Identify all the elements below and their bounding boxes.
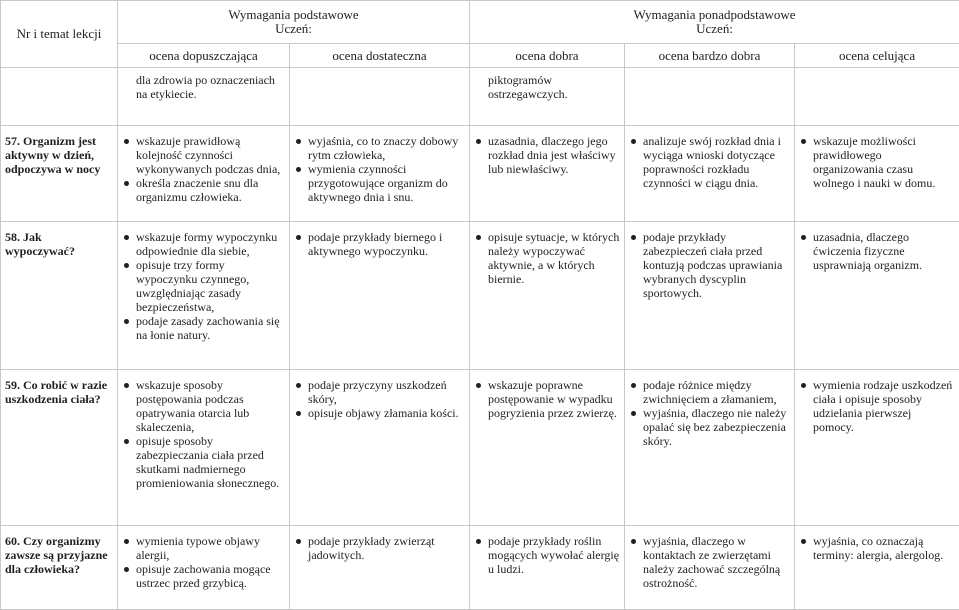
requirement-cell	[290, 222, 470, 370]
requirement-list	[294, 230, 465, 258]
requirement-cell	[118, 126, 290, 222]
header-advanced-requirements	[470, 1, 959, 44]
requirement-list	[474, 534, 620, 576]
requirement-list	[122, 534, 285, 590]
requirement-list	[122, 230, 285, 342]
table-row	[1, 126, 959, 222]
table-row	[1, 222, 959, 370]
requirement-item: określa znaczenie snu dla organizmu człowieka.	[122, 176, 285, 204]
lesson-topic: 58. Jak wypoczywać?	[1, 222, 118, 370]
requirement-cell	[118, 526, 290, 610]
requirement-cell	[795, 526, 959, 610]
requirement-cell	[625, 222, 795, 370]
requirement-list	[799, 378, 955, 434]
requirement-list	[294, 378, 465, 420]
requirement-item: podaje przykłady zabezpieczeń ciała przed kontuzją podczas uprawiania wybranych dyscyplin sportowych.	[629, 230, 790, 300]
requirement-list	[629, 534, 790, 590]
requirement-list	[294, 134, 465, 204]
requirement-item: wymienia typowe objawy alergii,	[122, 534, 285, 562]
lesson-topic: 59. Co robić w razie uszkodzenia ciała?	[1, 370, 118, 526]
requirement-list	[799, 134, 955, 190]
requirement-cell	[118, 222, 290, 370]
requirement-cell	[118, 370, 290, 526]
requirement-item: opisuje trzy formy wypoczynku czynnego, uwzględniając zasady bezpieczeństwa,	[122, 258, 285, 314]
requirement-list	[629, 378, 790, 448]
requirement-list	[799, 230, 955, 272]
requirement-list	[629, 134, 790, 190]
header-basic-title: Wymagania podstawowe	[122, 8, 465, 22]
header-row-groups	[1, 1, 959, 44]
grade-header: ocena bardzo dobra	[625, 44, 795, 68]
table-row	[1, 526, 959, 610]
table-row	[1, 370, 959, 526]
requirement-item: opisuje objawy złamania kości.	[294, 406, 465, 420]
requirement-item: opisuje zachowania mogące ustrzec przed grzybicą.	[122, 562, 285, 590]
requirement-item: wymienia czynności przygotowujące organizm do aktywnego dnia i snu.	[294, 162, 465, 204]
requirement-cell	[470, 126, 625, 222]
requirement-cell	[290, 68, 470, 126]
requirement-item: wskazuje możliwości prawidłowego organizowania czasu wolnego i nauki w domu.	[799, 134, 955, 190]
lesson-topic: 60. Czy organizmy zawsze są przyjazne dla człowieka?	[1, 526, 118, 610]
requirement-cell	[470, 222, 625, 370]
requirement-item: podaje przyczyny uszkodzeń skóry,	[294, 378, 465, 406]
requirement-item: wskazuje sposoby postępowania podczas opatrywania otarcia lub skaleczenia,	[122, 378, 285, 434]
header-row-grades	[1, 44, 959, 68]
lesson-topic: 57. Organizm jest aktywny w dzień, odpoczywa w nocy	[1, 126, 118, 222]
lesson-topic	[1, 68, 118, 126]
header-basic-requirements	[118, 1, 470, 44]
requirement-item: wskazuje poprawne postępowanie w wypadku pogryzienia przez zwierzę.	[474, 378, 620, 420]
requirement-cell	[795, 126, 959, 222]
requirement-cell	[290, 526, 470, 610]
requirement-list	[474, 230, 620, 286]
requirement-cell	[290, 126, 470, 222]
grade-header: ocena dopuszczająca	[118, 44, 290, 68]
grade-header: ocena dostateczna	[290, 44, 470, 68]
requirement-item: uzasadnia, dlaczego ćwiczenia fizyczne usprawniają organizm.	[799, 230, 955, 272]
requirement-cell	[470, 68, 625, 126]
requirement-cell	[795, 370, 959, 526]
requirement-list	[122, 378, 285, 490]
header-advanced-title: Wymagania ponadpodstawowe	[474, 8, 955, 22]
requirement-item: wskazuje formy wypoczynku odpowiednie dla siebie,	[122, 230, 285, 258]
header-topic: Nr i temat lekcji	[1, 1, 118, 68]
requirement-list	[474, 378, 620, 420]
requirement-item: wyjaśnia, co to znaczy dobowy rytm człowieka,	[294, 134, 465, 162]
requirement-item: podaje różnice między zwichnięciem a złamaniem,	[629, 378, 790, 406]
requirement-list	[799, 534, 955, 562]
requirement-list	[294, 534, 465, 562]
table-row	[1, 68, 959, 126]
requirement-cell	[795, 68, 959, 126]
requirement-item: uzasadnia, dlaczego jego rozkład dnia jest właściwy lub niewłaściwy.	[474, 134, 620, 176]
requirement-cell	[290, 370, 470, 526]
requirement-list	[122, 134, 285, 204]
requirement-cell	[795, 222, 959, 370]
requirement-item: podaje przykłady zwierząt jadowitych.	[294, 534, 465, 562]
grade-header: ocena celująca	[795, 44, 959, 68]
requirement-item: podaje przykłady biernego i aktywnego wypoczynku.	[294, 230, 465, 258]
requirement-cell	[625, 526, 795, 610]
requirement-list	[474, 134, 620, 176]
requirement-text: dla zdrowia po oznaczeniach na etykiecie.	[122, 73, 285, 101]
requirement-item: wyjaśnia, co oznaczają terminy: alergia, alergolog.	[799, 534, 955, 562]
requirement-cell	[470, 526, 625, 610]
requirement-item: analizuje swój rozkład dnia i wyciąga wnioski dotyczące poprawności rozkładu czynności w ciągu dnia.	[629, 134, 790, 190]
requirement-text: piktogramów ostrzegawczych.	[474, 73, 620, 101]
requirement-item: opisuje sposoby zabezpieczania ciała przed skutkami nadmiernego promieniowania słonecznego.	[122, 434, 285, 490]
header-basic-sub: Uczeń:	[122, 22, 465, 36]
requirement-cell	[625, 126, 795, 222]
requirement-item: wskazuje prawidłową kolejność czynności wykonywanych podczas dnia,	[122, 134, 285, 176]
requirement-item: wyjaśnia, dlaczego nie należy opalać się bez zabezpieczenia skóry.	[629, 406, 790, 448]
requirement-cell	[625, 68, 795, 126]
requirement-cell	[470, 370, 625, 526]
requirement-cell	[625, 370, 795, 526]
requirement-item: podaje zasady zachowania się na łonie natury.	[122, 314, 285, 342]
grade-header: ocena dobra	[470, 44, 625, 68]
requirement-item: opisuje sytuacje, w których należy wypoczywać aktywnie, a w których biernie.	[474, 230, 620, 286]
requirement-item: wyjaśnia, dlaczego w kontaktach ze zwierzętami należy zachować szczególną ostrożność.	[629, 534, 790, 590]
requirement-item: podaje przykłady roślin mogących wywołać alergię u ludzi.	[474, 534, 620, 576]
header-advanced-sub: Uczeń:	[474, 22, 955, 36]
requirement-cell	[118, 68, 290, 126]
requirement-list	[629, 230, 790, 300]
requirement-item: wymienia rodzaje uszkodzeń ciała i opisuje sposoby udzielania pierwszej pomocy.	[799, 378, 955, 434]
